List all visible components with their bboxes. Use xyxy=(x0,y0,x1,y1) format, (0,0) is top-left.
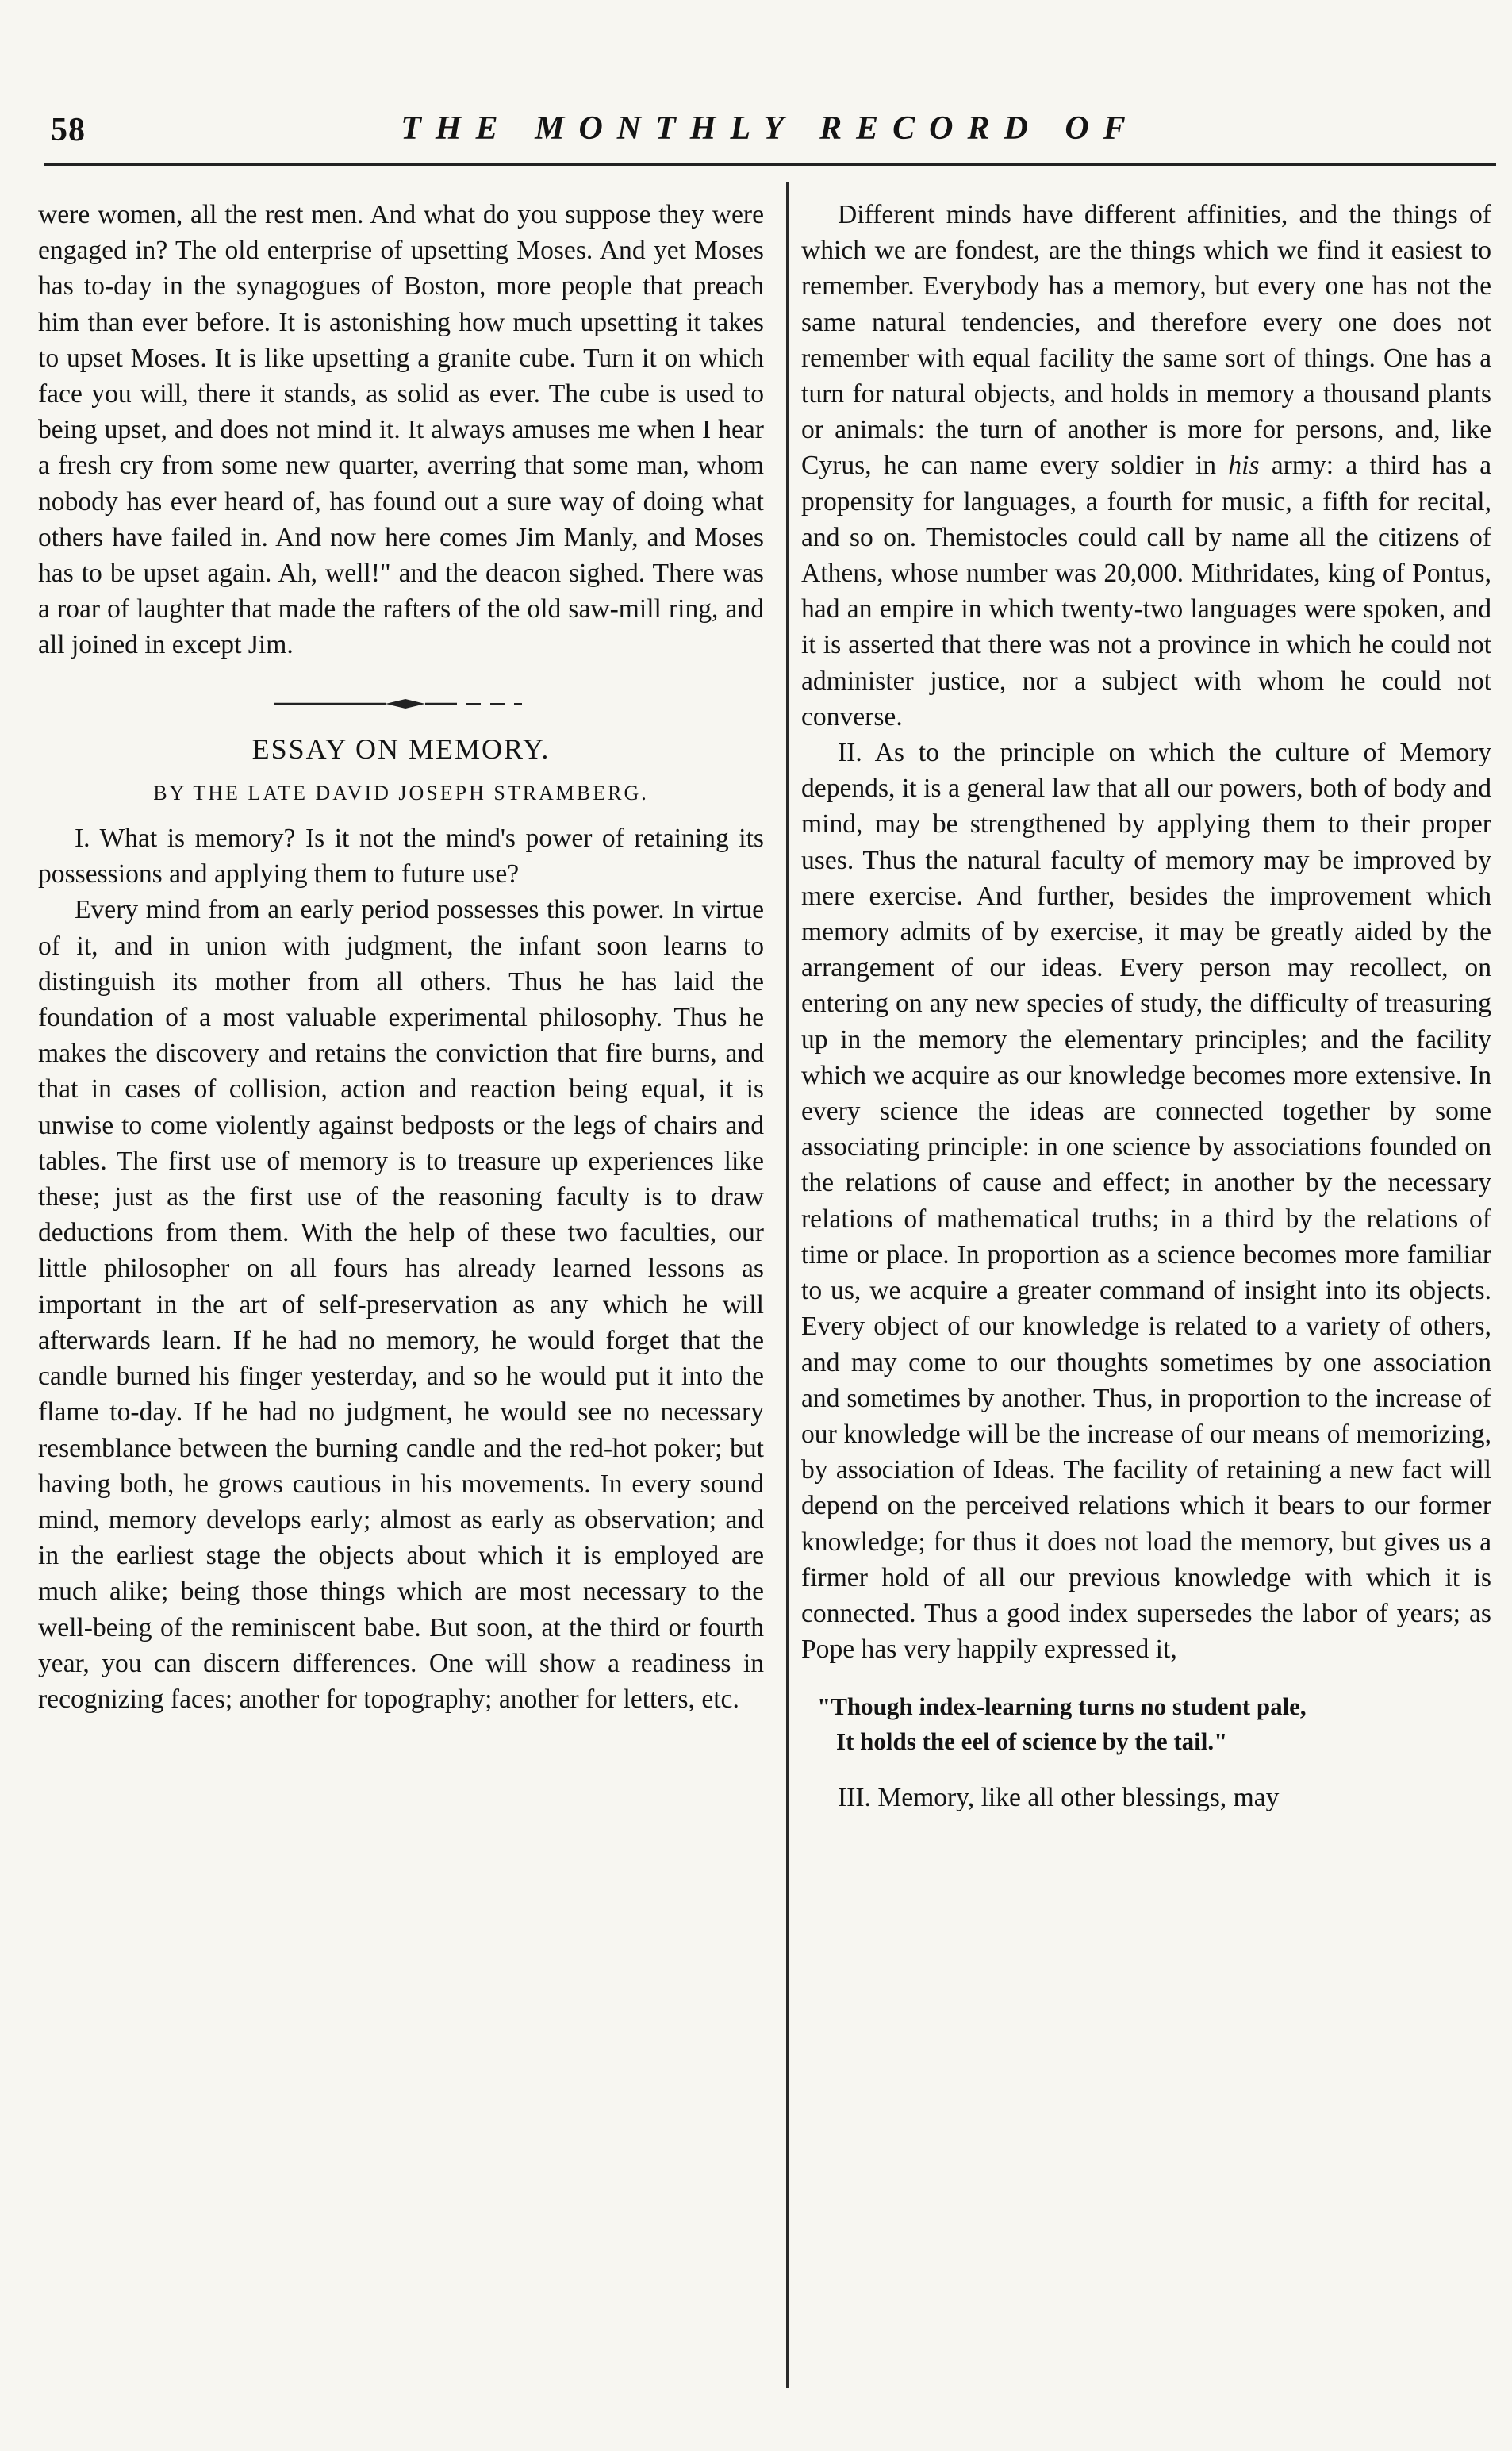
header-rule xyxy=(44,163,1496,166)
quote-line-2: It holds the eel of science by the tail." xyxy=(836,1727,1228,1756)
section-ornament xyxy=(243,698,560,709)
essay-title: ESSAY ON MEMORY. xyxy=(251,732,551,765)
story-ending-paragraph: were women, all the rest men. And what do you suppose they were engaged in? The old enterprise of upsetting Moses. And yet Moses has to-day in the synagogues of Boston, more people that preach him than ever before. It is astonishing how much upsetting it takes to upset Moses. It is like upsetting a granite cube. Turn it on which face you will, there it stands, as solid as ever. The cube is used to being upset, and does not mind it. It always amuses me when I hear a fresh cry from some new quarter, averring that some man, whom nobody has ever heard of, has found out a sure way of doing what others have failed in. And now here comes Jim Manly, and Moses has to be upset again. Ah, well!" and the deacon sighed. There was a roar of laughter that made the rafters of the old saw-mill ring, and all joined in except Jim. xyxy=(38,200,764,660)
essay-paragraph-2: Every mind from an early period possesses this power. In virtue of it, and in union with judgment, the infant soon learns to distinguish its mother from all others. Thus he has laid the foundation of a most valuable experimental philosophy. Thus he makes the discovery and retains the conviction that fire burns, and that in cases of collision, action and reaction being equal, it is unwise to come violently against bedposts or the legs of chairs and tables. The first use of memory is to treasure up experiences like these; just as the first use of the reasoning faculty is to draw deductions from them. With the help of these two faculties, our little philosopher on all fours has already learned lessons as important in the art of self-preservation as any which he will afterwards learn. If he had no memory, he would forget that the candle burned his finger yesterday, and so he would put it into the flame to-day. If he had no judgment, he would see no necessary resemblance between the burning candle and the red-hot poker; but having both, he grows cautious in his movements. In every sound mind, memory develops early; almost as early as observation; and in the earliest stage the objects about which it is employed are much alike; being those things which are most necessary to the well-being of the reminiscent babe. But soon, at the third or fourth year, you can discern differences. One will show a readiness in recognizing faces; another for topography; another for letters, etc. xyxy=(38,895,764,1714)
left-column xyxy=(38,197,764,1717)
essay-paragraph-4: II. As to the principle on which the culture of Memory depends, it is a general law that all our powers, both of body and mind, may be strengthened by applying them to their proper uses. Thus the natural faculty of memory may be improved by mere exercise. And further, besides the improvement which memory admits of by exercise, it may be greatly aided by the arrangement of our ideas. Every person may recollect, on entering on any new species of study, the difficulty of treasuring up in the memory the elementary principles; and the facility which we acquire as our knowledge becomes more extensive. In every science the ideas are connected together by some associating principle: in one science by associations founded on the relations of cause and effect; in another by the necessary relations of mathematical truths; in a third by the relations of time or place. In proportion as a science becomes more familiar to us, we acquire a greater command of insight into its objects. Every object of our knowledge is related to a variety of others, and may come to our thoughts sometimes by one association and sometimes by another. Thus, in proportion to the increase of our knowledge will be the increase of our means of memorizing, by association of Ideas. The facility of retaining a new fact will depend on the perceived relations which it bears to our former knowledge; for thus it does not load the memory, but gives us a firmer hold of all our previous knowledge with which it is connected. Thus a good index supersedes the labor of years; as Pope has very happily expressed it, xyxy=(801,738,1491,1665)
essay-paragraph-3 xyxy=(801,197,1491,735)
paragraph-3-text-a: Different minds have different affinities, and the things of which we are fondest, are the things which we find it easiest to remember. Everybody has a memory, but every one has not the same natural tendencies, and therefore every one does not remember with equal facility the same sort of things. One has a turn for natural objects, and holds in memory a thousand plants or animals: the turn of another is more for persons, and, like Cyrus, he can name every soldier in xyxy=(801,200,1491,481)
pope-quotation xyxy=(817,1689,1491,1759)
paragraph-3-italic-his: his xyxy=(1228,451,1260,481)
column-divider xyxy=(786,182,789,2388)
page-number: 58 xyxy=(51,112,86,148)
right-column xyxy=(801,197,1491,1816)
page-header xyxy=(44,109,1496,154)
paragraph-3-text-b: army: a third has a propensity for languages, a fourth for music, a fifth for recital, and so on. Themistocles could call by name all the citizens of Athens, whose number was 20,000. Mithridates, king of Pontus, had an empire in which twenty-two languages were spoken, and it is asserted that there was not a province in which he could not administer justice, nor a subject with whom he could not converse. xyxy=(801,451,1491,732)
running-title: THE MONTHLY RECORD OF xyxy=(401,110,1140,147)
essay-byline: BY THE LATE DAVID JOSEPH STRAMBERG. xyxy=(153,781,649,805)
essay-paragraph-5: III. Memory, like all other blessings, may xyxy=(838,1783,1280,1813)
quote-line-1: "Though index-learning turns no student pale, xyxy=(817,1692,1307,1721)
essay-paragraph-1: I. What is memory? Is it not the mind's power of retaining its possessions and applying them to future use? xyxy=(38,824,764,889)
